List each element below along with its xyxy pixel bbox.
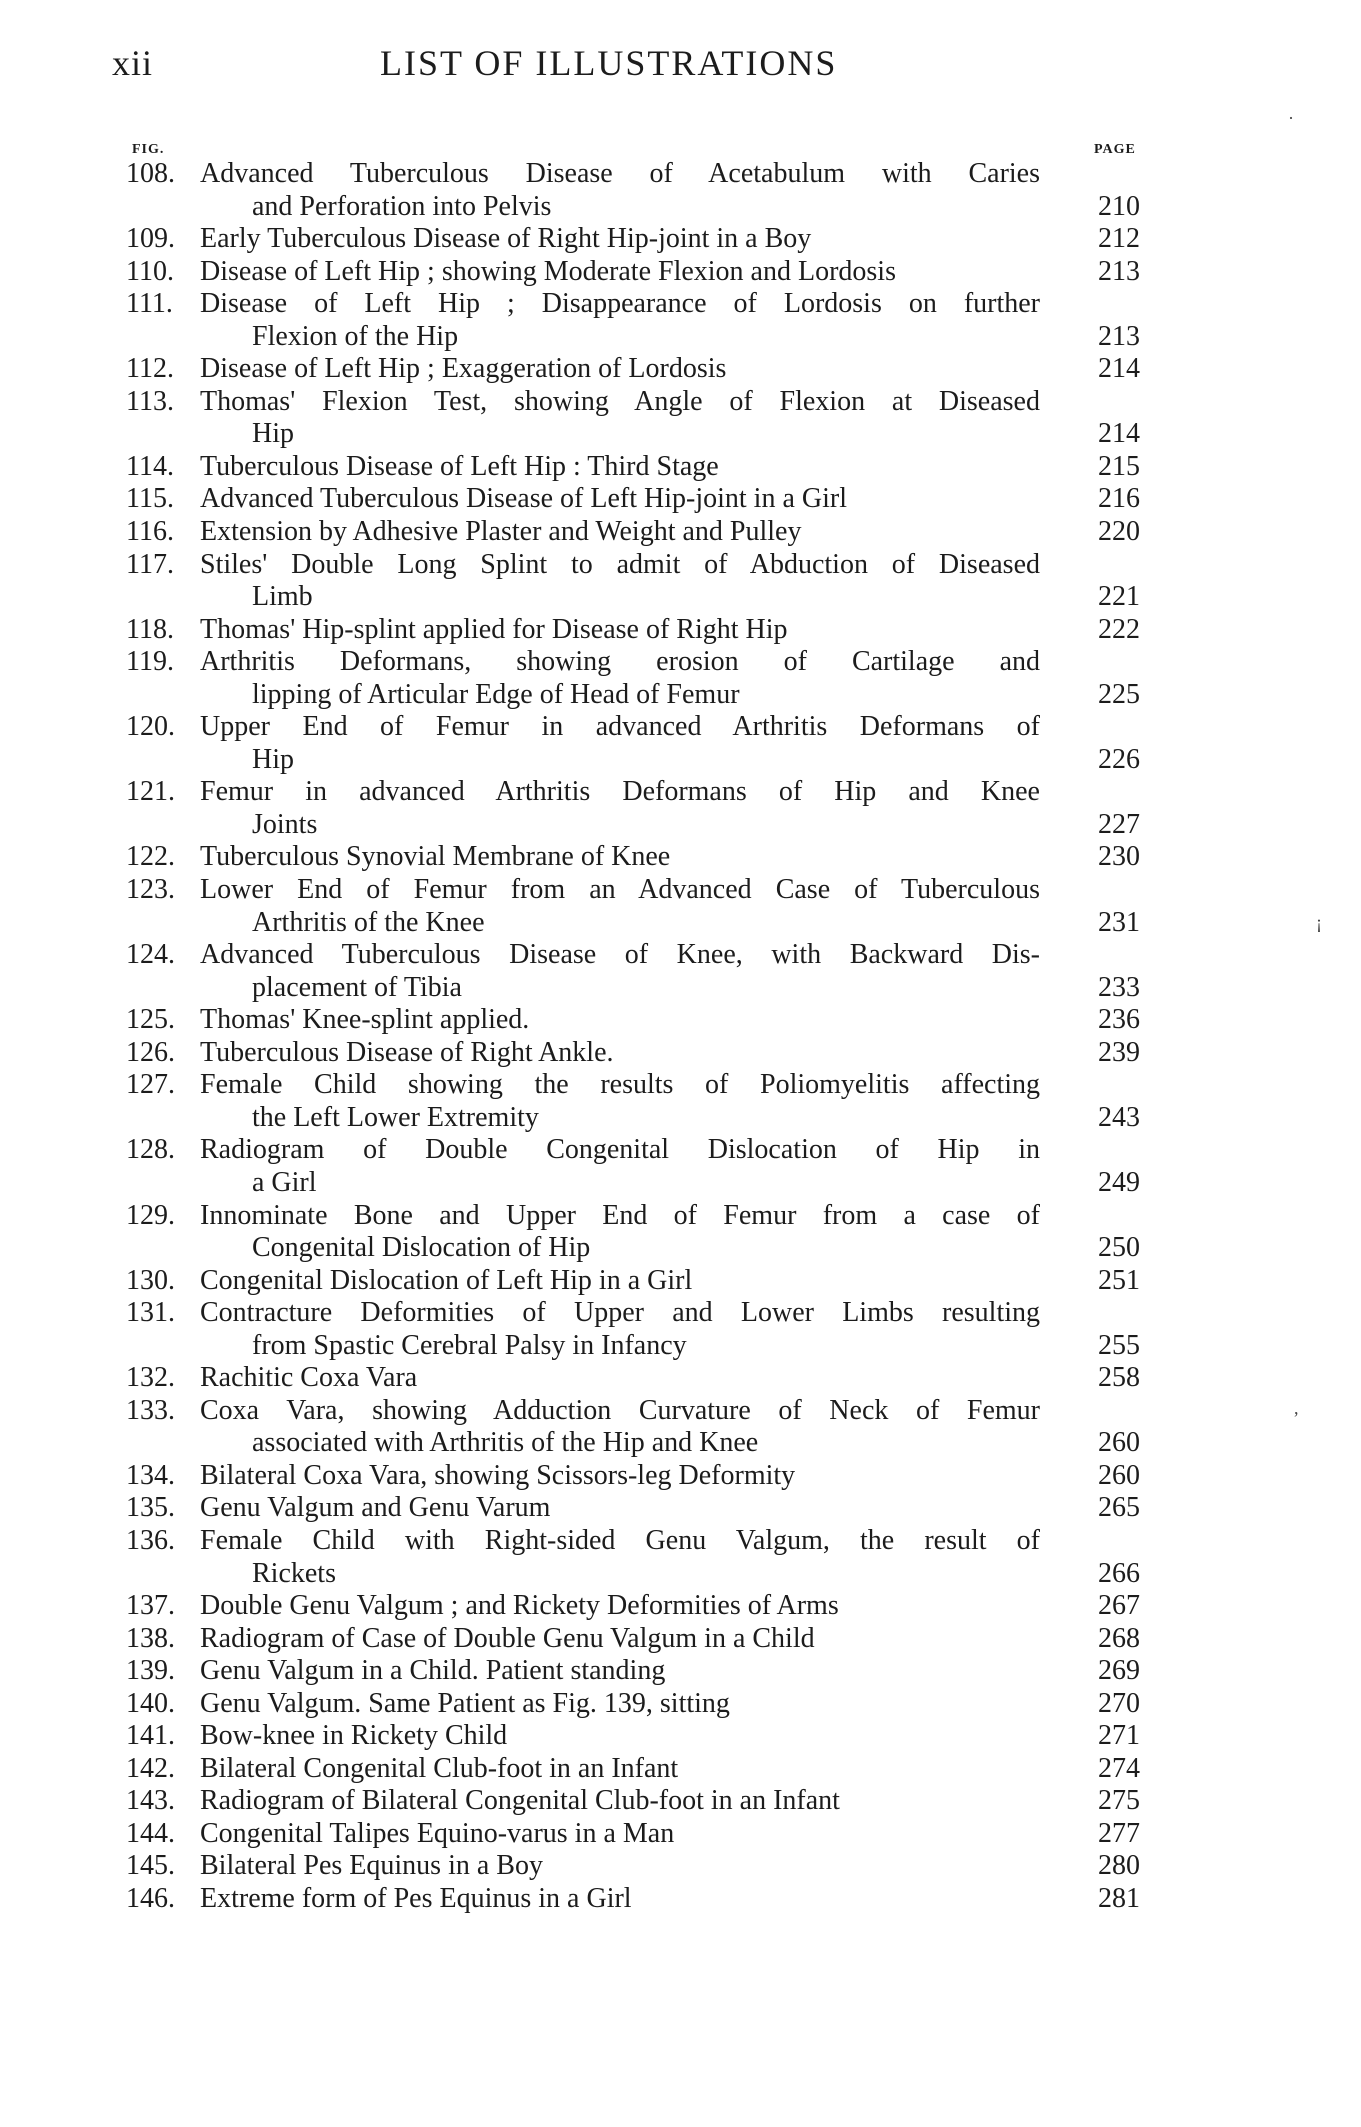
- list-item: [0, 1200, 1361, 1265]
- page-ref: 231: [1098, 906, 1140, 938]
- entry-line: [0, 1102, 1361, 1135]
- list-item: [0, 158, 1361, 223]
- figure-caption: Joints: [252, 808, 318, 840]
- entry-line: [0, 581, 1361, 614]
- list-item: [0, 1785, 1361, 1818]
- page-ref: 225: [1098, 678, 1140, 710]
- list-item: [0, 841, 1361, 874]
- figure-number: 119.: [126, 646, 174, 678]
- page-ref: 243: [1098, 1101, 1140, 1133]
- page-ref: 226: [1098, 743, 1140, 775]
- entry-line: [0, 614, 1361, 647]
- figure-caption: Innominate Bone and Upper End of Femur from a case of: [200, 1199, 1040, 1231]
- figure-caption: Tuberculous Synovial Membrane of Knee: [200, 841, 671, 873]
- figure-number: 124.: [126, 939, 175, 971]
- list-item: [0, 1265, 1361, 1298]
- page-ref: 214: [1098, 353, 1140, 385]
- entry-line: [0, 353, 1361, 386]
- figure-caption: Rickets: [252, 1557, 336, 1589]
- entry-line: [0, 1330, 1361, 1363]
- figure-number: 144.: [126, 1817, 175, 1849]
- figure-caption: from Spastic Cerebral Palsy in Infancy: [252, 1329, 687, 1361]
- entry-line: [0, 972, 1361, 1005]
- figure-caption: Congenital Dislocation of Left Hip in a Girl: [200, 1264, 693, 1296]
- page-ref: 213: [1098, 320, 1140, 352]
- page-ref: 213: [1098, 255, 1140, 287]
- figure-caption: Flexion of the Hip: [252, 320, 459, 352]
- page-ref: 277: [1098, 1817, 1140, 1849]
- page-ref: 212: [1098, 223, 1140, 255]
- figure-number: 114.: [126, 450, 174, 482]
- entry-line: [0, 679, 1361, 712]
- figure-caption: Rachitic Coxa Vara: [200, 1362, 418, 1394]
- list-item: [0, 1655, 1361, 1688]
- list-item: [0, 1720, 1361, 1753]
- entry-line: [0, 1395, 1361, 1428]
- figure-caption: Extreme form of Pes Equinus in a Girl: [200, 1882, 632, 1914]
- figure-number: 120.: [126, 711, 175, 743]
- figure-caption: Female Child with Right-sided Genu Valgum, the result of: [200, 1524, 1040, 1556]
- page-ref: 275: [1098, 1785, 1140, 1817]
- figure-caption: Limb: [252, 581, 313, 613]
- entry-line: [0, 1720, 1361, 1753]
- page-ref: 268: [1098, 1622, 1140, 1654]
- entry-line: [0, 1818, 1361, 1851]
- figure-caption: Thomas' Hip-splint applied for Disease of Right Hip: [200, 613, 788, 645]
- page-ref: 250: [1098, 1232, 1140, 1264]
- list-item: [0, 1883, 1361, 1916]
- page-title: LIST OF ILLUSTRATIONS: [380, 43, 838, 83]
- entry-line: [0, 1362, 1361, 1395]
- page-number: xii: [112, 43, 154, 83]
- list-item: [0, 256, 1361, 289]
- entry-line: [0, 158, 1361, 191]
- page-ref: 274: [1098, 1752, 1140, 1784]
- figure-number: 146.: [126, 1882, 175, 1914]
- page-ref: 233: [1098, 971, 1140, 1003]
- figure-number: 109.: [126, 223, 175, 255]
- entry-line: [0, 1004, 1361, 1037]
- list-item: [0, 1004, 1361, 1037]
- entry-line: [0, 1069, 1361, 1102]
- figure-number: 116.: [126, 516, 174, 548]
- list-item: [0, 1850, 1361, 1883]
- entry-line: [0, 1558, 1361, 1591]
- list-item: [0, 516, 1361, 549]
- figure-caption: Double Genu Valgum ; and Rickety Deformities of Arms: [200, 1590, 839, 1622]
- page-ref: 281: [1098, 1882, 1140, 1914]
- figure-number: 110.: [126, 255, 174, 287]
- list-item: [0, 1525, 1361, 1590]
- page-column-heading: PAGE: [1094, 142, 1136, 157]
- entry-line: [0, 776, 1361, 809]
- page-ref: 214: [1098, 418, 1140, 450]
- list-item: [0, 939, 1361, 1004]
- list-item: [0, 1069, 1361, 1134]
- list-item: [0, 1818, 1361, 1851]
- entry-line: [0, 1785, 1361, 1818]
- page-ref: 239: [1098, 1036, 1140, 1068]
- figure-caption: Radiogram of Bilateral Congenital Club-foot in an Infant: [200, 1785, 840, 1817]
- figure-caption: Upper End of Femur in advanced Arthritis Deformans of: [200, 711, 1040, 743]
- figure-caption: Radiogram of Double Congenital Dislocation of Hip in: [200, 1134, 1040, 1166]
- figure-number: 123.: [126, 874, 175, 906]
- page-ref: 271: [1098, 1720, 1140, 1752]
- page-ref: 215: [1098, 450, 1140, 482]
- page-ref: 255: [1098, 1329, 1140, 1361]
- figure-number: 112.: [126, 353, 174, 385]
- figure-caption: Genu Valgum. Same Patient as Fig. 139, sitting: [200, 1687, 730, 1719]
- figure-caption: Lower End of Femur from an Advanced Case of Tuberculous: [200, 874, 1040, 906]
- figure-caption: Genu Valgum in a Child. Patient standing: [200, 1655, 666, 1687]
- entry-line: [0, 386, 1361, 419]
- entry-line: [0, 223, 1361, 256]
- entry-line: [0, 744, 1361, 777]
- entry-line: [0, 1037, 1361, 1070]
- figure-caption: Tuberculous Disease of Left Hip : Third Stage: [200, 450, 719, 482]
- page-ref: 280: [1098, 1850, 1140, 1882]
- entry-line: [0, 809, 1361, 842]
- list-item: [0, 353, 1361, 386]
- figure-caption: Congenital Dislocation of Hip: [252, 1232, 591, 1264]
- page-ref: 260: [1098, 1459, 1140, 1491]
- print-speck: ,: [1294, 1398, 1299, 1418]
- list-item: [0, 776, 1361, 841]
- figure-caption: associated with Arthritis of the Hip and Knee: [252, 1427, 759, 1459]
- figure-caption: a Girl: [252, 1166, 317, 1198]
- figure-number: 129.: [126, 1199, 175, 1231]
- list-item: [0, 1590, 1361, 1623]
- entry-line: [0, 549, 1361, 582]
- figure-number: 134.: [126, 1459, 175, 1491]
- list-item: [0, 451, 1361, 484]
- page-ref: 258: [1098, 1362, 1140, 1394]
- list-item: [0, 386, 1361, 451]
- list-item: [0, 614, 1361, 647]
- list-item: [0, 1362, 1361, 1395]
- figure-caption: Advanced Tuberculous Disease of Left Hip-joint in a Girl: [200, 483, 847, 515]
- entry-line: [0, 1200, 1361, 1233]
- print-speck: ¡: [1316, 912, 1322, 932]
- figure-number: 130.: [126, 1264, 175, 1296]
- figure-number: 138.: [126, 1622, 175, 1654]
- figure-number: 132.: [126, 1362, 175, 1394]
- figure-caption: and Perforation into Pelvis: [252, 190, 552, 222]
- page-ref: 269: [1098, 1655, 1140, 1687]
- figure-number: 143.: [126, 1785, 175, 1817]
- entry-line: [0, 841, 1361, 874]
- figure-caption: Hip: [252, 743, 294, 775]
- list-item: [0, 1037, 1361, 1070]
- entry-line: [0, 1688, 1361, 1721]
- page-ref: 220: [1098, 516, 1140, 548]
- figure-caption: Bow-knee in Rickety Child: [200, 1720, 508, 1752]
- figure-caption: Bilateral Congenital Club-foot in an Infant: [200, 1752, 679, 1784]
- figure-caption: Congenital Talipes Equino-varus in a Man: [200, 1817, 675, 1849]
- figure-caption: Advanced Tuberculous Disease of Acetabulum with Caries: [200, 158, 1040, 189]
- entry-line: [0, 1232, 1361, 1265]
- figure-caption: Hip: [252, 418, 294, 450]
- page-ref: 270: [1098, 1687, 1140, 1719]
- page-ref: 216: [1098, 483, 1140, 515]
- figure-caption: Radiogram of Case of Double Genu Valgum in a Child: [200, 1622, 815, 1654]
- figure-caption: Female Child showing the results of Poliomyelitis affecting: [200, 1069, 1040, 1101]
- list-item: [0, 874, 1361, 939]
- list-item: [0, 549, 1361, 614]
- figure-number: 141.: [126, 1720, 175, 1752]
- figure-caption: Advanced Tuberculous Disease of Knee, with Backward Dis-: [200, 939, 1040, 971]
- figure-caption: the Left Lower Extremity: [252, 1101, 539, 1133]
- page-ref: 222: [1098, 613, 1140, 645]
- page-ref: 266: [1098, 1557, 1140, 1589]
- entry-line: [0, 1427, 1361, 1460]
- figure-number: 117.: [126, 548, 174, 580]
- figure-number: 125.: [126, 1004, 175, 1036]
- figure-number: 145.: [126, 1850, 175, 1882]
- entry-line: [0, 1492, 1361, 1525]
- list-item: [0, 1753, 1361, 1786]
- figure-caption: Disease of Left Hip ; showing Moderate Flexion and Lordosis: [200, 255, 896, 287]
- entry-line: [0, 646, 1361, 679]
- figure-caption: Thomas' Knee-splint applied.: [200, 1004, 530, 1036]
- figure-caption: Disease of Left Hip ; Exaggeration of Lordosis: [200, 353, 727, 385]
- list-item: [0, 1297, 1361, 1362]
- page-ref: 249: [1098, 1166, 1140, 1198]
- page-ref: 230: [1098, 841, 1140, 873]
- entry-line: [0, 1753, 1361, 1786]
- entry-line: [0, 256, 1361, 289]
- figure-number: 118.: [126, 613, 174, 645]
- page-ref: 210: [1098, 190, 1140, 222]
- page-ref: 260: [1098, 1427, 1140, 1459]
- figure-number: 111.: [126, 288, 173, 320]
- list-item: [0, 288, 1361, 353]
- entry-line: [0, 1525, 1361, 1558]
- figure-number: 113.: [126, 385, 174, 417]
- print-speck: ·: [1288, 108, 1294, 128]
- figure-caption: lipping of Articular Edge of Head of Femur: [252, 678, 740, 710]
- figure-number: 121.: [126, 776, 175, 808]
- figure-caption: Early Tuberculous Disease of Right Hip-joint in a Boy: [200, 223, 812, 255]
- entry-line: [0, 874, 1361, 907]
- list-item: [0, 1623, 1361, 1656]
- figure-caption: Contracture Deformities of Upper and Lower Limbs resulting: [200, 1297, 1040, 1329]
- list-item: [0, 646, 1361, 711]
- entry-line: [0, 939, 1361, 972]
- figure-caption: Arthritis of the Knee: [252, 906, 485, 938]
- figure-number: 140.: [126, 1687, 175, 1719]
- entry-line: [0, 1850, 1361, 1883]
- figure-number: 135.: [126, 1492, 175, 1524]
- list-item: [0, 483, 1361, 516]
- figure-number: 133.: [126, 1394, 175, 1426]
- figure-caption: Disease of Left Hip ; Disappearance of Lordosis on further: [200, 288, 1040, 320]
- page-ref: 267: [1098, 1590, 1140, 1622]
- figure-caption: Extension by Adhesive Plaster and Weight and Pulley: [200, 516, 802, 548]
- figure-caption: Bilateral Pes Equinus in a Boy: [200, 1850, 543, 1882]
- figure-number: 142.: [126, 1752, 175, 1784]
- figure-number: 128.: [126, 1134, 175, 1166]
- entry-line: [0, 1883, 1361, 1916]
- entry-line: [0, 1623, 1361, 1656]
- figure-number: 131.: [126, 1297, 175, 1329]
- figure-caption: Bilateral Coxa Vara, showing Scissors-leg Deformity: [200, 1459, 796, 1491]
- illustration-list: [0, 158, 1361, 1916]
- figure-number: 108.: [126, 158, 175, 189]
- page-ref: 265: [1098, 1492, 1140, 1524]
- figure-caption: placement of Tibia: [252, 971, 462, 1003]
- figure-caption: Tuberculous Disease of Right Ankle.: [200, 1036, 614, 1068]
- list-item: [0, 711, 1361, 776]
- entry-line: [0, 1590, 1361, 1623]
- entry-line: [0, 1167, 1361, 1200]
- entry-line: [0, 288, 1361, 321]
- figure-caption: Arthritis Deformans, showing erosion of Cartilage and: [200, 646, 1040, 678]
- figure-number: 115.: [126, 483, 174, 515]
- entry-line: [0, 321, 1361, 354]
- entry-line: [0, 451, 1361, 484]
- list-item: [0, 1492, 1361, 1525]
- list-item: [0, 1134, 1361, 1199]
- entry-line: [0, 516, 1361, 549]
- entry-line: [0, 1460, 1361, 1493]
- figure-number: 122.: [126, 841, 175, 873]
- entry-line: [0, 1134, 1361, 1167]
- figure-caption: Genu Valgum and Genu Varum: [200, 1492, 551, 1524]
- figure-number: 127.: [126, 1069, 175, 1101]
- page-ref: 236: [1098, 1004, 1140, 1036]
- entry-line: [0, 191, 1361, 224]
- figure-caption: Thomas' Flexion Test, showing Angle of Flexion at Diseased: [200, 385, 1040, 417]
- page-ref: 251: [1098, 1264, 1140, 1296]
- figure-number: 136.: [126, 1524, 175, 1556]
- page-ref: 227: [1098, 808, 1140, 840]
- page-ref: 221: [1098, 581, 1140, 613]
- entry-line: [0, 483, 1361, 516]
- list-item: [0, 1688, 1361, 1721]
- entry-line: [0, 711, 1361, 744]
- entry-line: [0, 1297, 1361, 1330]
- list-item: [0, 1460, 1361, 1493]
- figure-caption: Coxa Vara, showing Adduction Curvature of Neck of Femur: [200, 1394, 1040, 1426]
- entry-line: [0, 907, 1361, 940]
- running-head: [112, 42, 1172, 92]
- figure-number: 126.: [126, 1036, 175, 1068]
- fig-column-heading: FIG.: [132, 142, 165, 157]
- figure-number: 139.: [126, 1655, 175, 1687]
- figure-number: 137.: [126, 1590, 175, 1622]
- entry-line: [0, 1655, 1361, 1688]
- figure-caption: Stiles' Double Long Splint to admit of Abduction of Diseased: [200, 548, 1040, 580]
- entry-line: [0, 1265, 1361, 1298]
- entry-line: [0, 418, 1361, 451]
- list-item: [0, 223, 1361, 256]
- list-item: [0, 1395, 1361, 1460]
- figure-caption: Femur in advanced Arthritis Deformans of Hip and Knee: [200, 776, 1040, 808]
